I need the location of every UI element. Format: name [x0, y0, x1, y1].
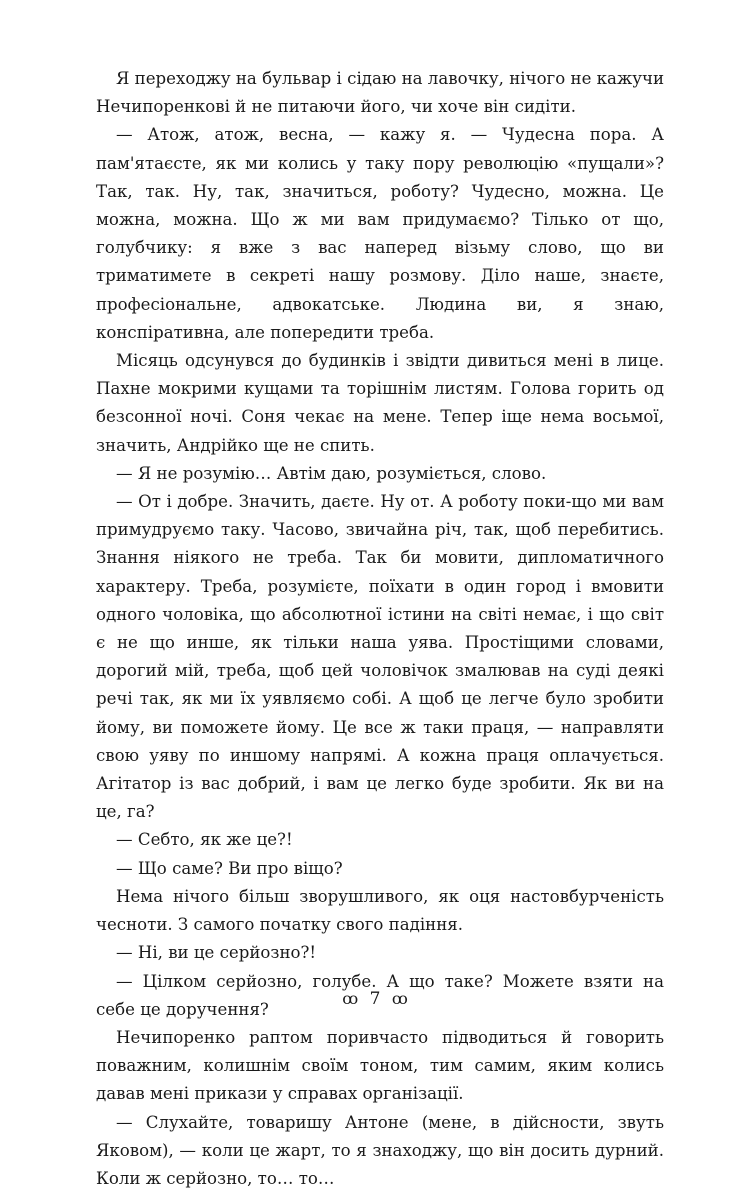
paragraph-6: — Себто, як же це?! [116, 830, 293, 850]
ornament-right-icon: ꝏ [391, 989, 408, 1008]
paragraph-9: — Ні, ви це серйозно?! [116, 943, 317, 963]
page-footer [0, 988, 750, 1009]
paragraph-10: — Цілком серйозно, голубе. А що таке? Можете взяти на себе це доручення? [96, 971, 664, 1019]
paragraph-11: Нечипоренко раптом поривчасто підводиться й говорить поважним, колишнім своїм тоном, тим самим, яким колись давав мені прикази у справах організації. [96, 1027, 664, 1104]
paragraph-5: — От і добре. Значить, даєте. Ну от. А роботу поки-що ми вам примудруємо таку. Часово, звичайна річ, так, щоб перебитись. Знання ніякого не треба. Так би мовити, дипломатичного характеру. Треба, розумієте, поїхати в один город і вмовити одного чоловіка, що абсолютної істини на світі немає, і що світ є не що инше, як тільки наша уява. Простіщими словами, дорогий мій, треба, щоб цей чоловічок змалював на суді деякі речі так, як ми їх уявляємо собі. А щоб це легче було зробити йому, ви поможете йому. Це все ж таки праця, — направляти свою уяву по иншому напрямі. А кожна праця оплачується. Агітатор із вас добрий, і вам це легко буде зробити. Як ви на це, га? [96, 492, 664, 822]
paragraph-4: — Я не розумію… Автім даю, розуміється, слово. [116, 463, 547, 483]
paragraph-1: Я переходжу на бульвар і сідаю на лавочку, нічого не кажучи Нечипоренкові й не питаючи його, чи хоче він сидіти. [96, 69, 664, 117]
page-number: 7 [369, 988, 381, 1009]
paragraph-3: Місяць одсунувся до будинків і звідти дивиться мені в лице. Пахне мокрими кущами та торішнім листям. Голова горить од безсонної ночі. Соня чекає на мене. Тепер іще нема восьмої, значить, Андрійко ще не спить. [96, 351, 664, 455]
ornament-left-icon: ꝏ [342, 989, 359, 1008]
body-text [96, 65, 664, 1193]
paragraph-12: — Слухайте, товаришу Антоне (мене, в дійсности, звуть Яковом), — коли це жарт, то я знаходжу, що він досить дурний. Коли ж серйозно, то… то… [96, 1112, 664, 1188]
paragraph-7: — Що саме? Ви про віщо? [116, 858, 343, 878]
paragraph-8: Нема нічого більш зворушливого, як оця настовбурченість чесноти. З самого початку свого падіння. [96, 886, 664, 935]
paragraph-2: — Атож, атож, весна, — кажу я. — Чудесна пора. А пам'ятаєсте, як ми колись у таку пору революцію «пущали»? Так, так. Ну, так, значиться, роботу? Чудесно, можна. Це можна, можна. Що ж ми вам придумаємо? Тілько от що, голубчику: я вже з вас наперед візьму слово, що ви триматимете в секреті нашу розмову. Діло наше, знаєте, професіональне, адвокатське. Людина ви, я знаю, конспіративна, але попередити треба. [96, 125, 664, 342]
